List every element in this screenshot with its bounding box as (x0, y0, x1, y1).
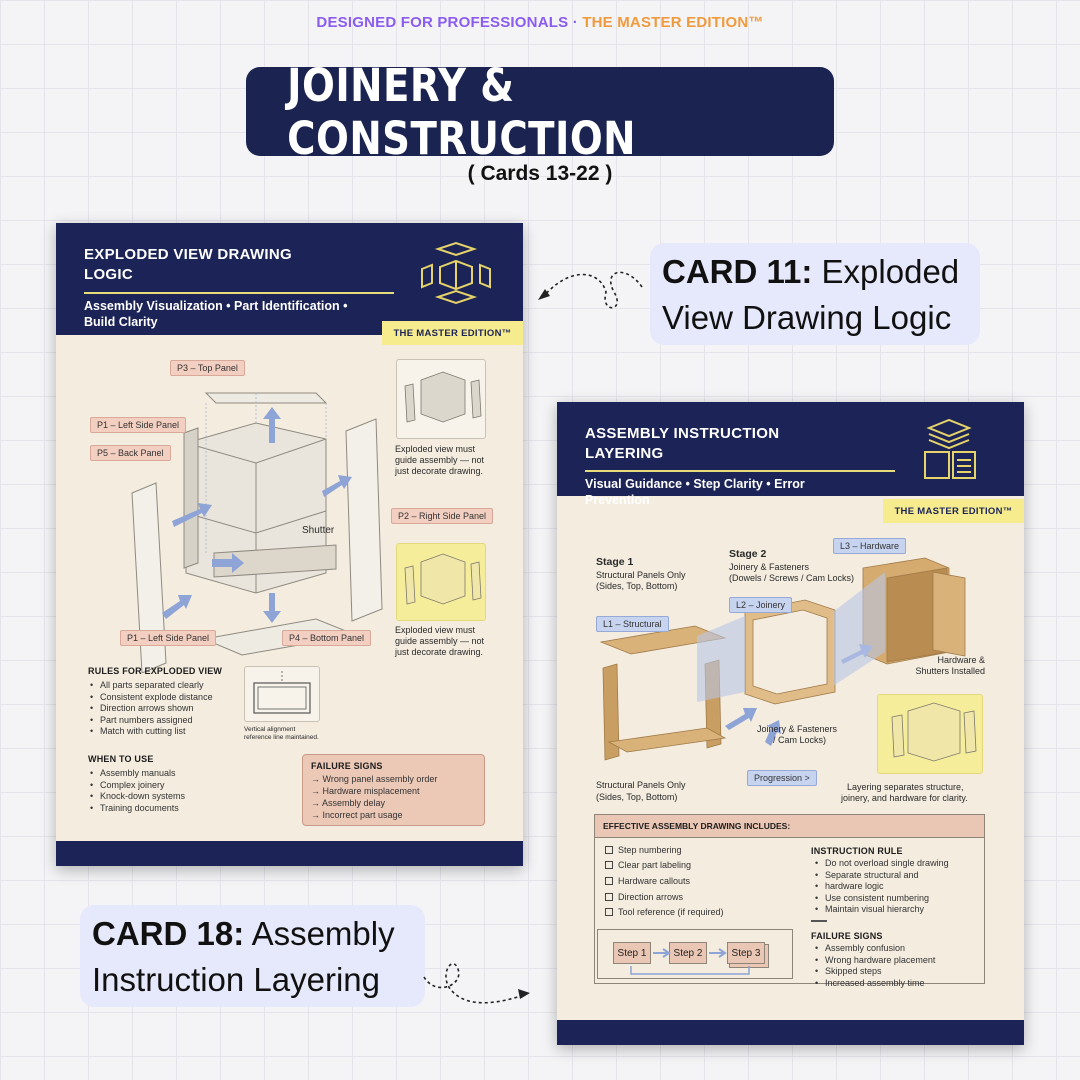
page-title: JOINERY & CONSTRUCTION (287, 58, 636, 165)
list-item: • Increased assembly time (815, 978, 935, 990)
list-item: • Consistent explode distance (90, 692, 213, 704)
label-top-panel: P3 – Top Panel (170, 360, 245, 376)
alignment-note-line-2: reference line maintained. (244, 734, 319, 741)
note-2-line-1: Exploded view must (395, 625, 476, 635)
card-2-edition-badge: THE MASTER EDITION™ (883, 499, 1024, 523)
callout-card-18-text: Assembly Instruction Layering (92, 915, 395, 998)
card-1-header (56, 223, 523, 335)
failure-item: → Hardware misplacement (311, 786, 420, 796)
note-1-line-2: guide assembly — not (395, 455, 485, 465)
exploded-thumbnail-1 (396, 359, 486, 439)
layering-note-line-1: Layering separates structure, (847, 782, 964, 792)
exploded-thumbnail-2 (396, 543, 486, 621)
card-2-subtitle-line-1: Visual Guidance • Step Clarity • Error (585, 477, 805, 491)
stage-1-line-1: Structural Panels Only (596, 570, 686, 580)
list-item: • Do not overload single drawing (815, 858, 949, 870)
callout-card-11 (650, 243, 980, 345)
list-item: • All parts separated clearly (90, 680, 213, 692)
stage-1-line-2: (Sides, Top, Bottom) (596, 581, 678, 591)
structural-note-line-2: (Sides, Top, Bottom) (596, 792, 678, 802)
step-3-box: Step 3 (727, 942, 765, 964)
card-2-divider (585, 470, 895, 472)
layering-note-line-2: joinery, and hardware for clarity. (841, 793, 968, 803)
divider (811, 920, 827, 922)
joinery-note-line-1: Joinery & Fasteners (757, 724, 838, 734)
failure-signs-title: FAILURE SIGNS (311, 761, 383, 771)
arrow-to-card-11 (530, 262, 650, 322)
effective-drawing-title: EFFECTIVE ASSEMBLY DRAWING INCLUDES: (594, 814, 985, 838)
callout-card-18 (80, 905, 425, 1007)
card-2-title-line-1: ASSEMBLY INSTRUCTION (585, 425, 780, 442)
list-item: • Skipped steps (815, 966, 935, 978)
list-item: • Match with cutting list (90, 726, 213, 738)
stage-1-title: Stage 1 (596, 556, 634, 568)
thumbnail-cabinet-layered-icon (878, 695, 982, 773)
instruction-rule-list (815, 858, 949, 916)
alignment-diagram (244, 666, 320, 722)
list-item: • Direction arrows shown (90, 703, 213, 715)
exploded-boxes-icon (418, 239, 494, 307)
step-1-box: Step 1 (613, 942, 651, 964)
failure-item: → Assembly delay (311, 798, 386, 808)
list-item: • Training documents (90, 803, 185, 815)
failure-item: → Wrong panel assembly order (311, 774, 438, 784)
progression-label: Progression > (747, 770, 817, 786)
stage-2-line-2: (Dowels / Screws / Cam Locks) (729, 573, 855, 583)
failure-signs-box (302, 754, 485, 826)
card-2-header (557, 402, 1024, 507)
label-bottom-panel: P4 – Bottom Panel (282, 630, 371, 646)
alignment-note-line-1: Vertical alignment (244, 726, 296, 733)
arrow-to-card-18 (420, 955, 540, 1017)
list-item: • Assembly confusion (815, 943, 935, 955)
failure-item: → Incorrect part usage (311, 810, 403, 820)
eyebrow-right: THE MASTER EDITION™ (582, 14, 764, 31)
callout-card-11-text: Exploded View Drawing Logic (662, 253, 960, 336)
checkbox-icon (605, 846, 613, 854)
layer-label-l2: L2 – Joinery (729, 597, 792, 613)
rules-list (90, 680, 213, 738)
list-item: • Maintain visual hierarchy (815, 904, 949, 916)
card-1-edition-badge: THE MASTER EDITION™ (382, 321, 523, 345)
when-to-use-list (90, 768, 185, 814)
step-2-box: Step 2 (669, 942, 707, 964)
card-1-title-line-1: EXPLODED VIEW DRAWING (84, 246, 292, 263)
card-1-subtitle-line-1: Assembly Visualization • Part Identification • (84, 299, 348, 313)
note-2-line-2: guide assembly — not (395, 636, 485, 646)
checkbox-icon (605, 893, 613, 901)
list-item: • Knock-down systems (90, 791, 185, 803)
list-item: • Assembly manuals (90, 768, 185, 780)
checklist-item: Hardware callouts (605, 876, 690, 886)
card-1-subtitle-line-2: Build Clarity (84, 315, 158, 329)
alignment-frame-icon (245, 667, 319, 721)
card-1-divider (84, 292, 394, 294)
eyebrow (0, 14, 1080, 31)
steps-arrows (613, 942, 789, 988)
card-2-subtitle-line-2: Prevention (585, 493, 650, 507)
card-assembly-instruction (557, 402, 1024, 1045)
stage-2-line-1: Joinery & Fasteners (729, 562, 810, 572)
label-right-side-panel: P2 – Right Side Panel (391, 508, 493, 524)
rules-title: RULES FOR EXPLODED VIEW (88, 666, 223, 676)
callout-card-11-number: CARD 11: (662, 253, 813, 290)
list-item-continuation: • hardware logic (815, 881, 949, 893)
list-item: • Use consistent numbering (815, 893, 949, 905)
card-2-failure-list (815, 943, 935, 989)
note-1-line-3: just decorate drawing. (395, 466, 484, 476)
checklist-item: Tool reference (if required) (605, 907, 724, 917)
structural-note-line-1: Structural Panels Only (596, 780, 686, 790)
card-1-title-line-2: LOGIC (84, 266, 133, 283)
checkbox-icon (605, 908, 613, 916)
note-2-line-3: just decorate drawing. (395, 647, 484, 657)
page-title-pill (246, 58, 834, 165)
eyebrow-separator: · (572, 14, 578, 31)
list-item: • Separate structural and (815, 870, 949, 882)
callout-card-18-number: CARD 18: (92, 915, 245, 952)
list-item: • Complex joinery (90, 780, 185, 792)
thumbnail-cabinet-icon (397, 360, 485, 438)
layering-thumbnail (877, 694, 983, 774)
card-1-footer (56, 841, 523, 866)
checkbox-icon (605, 861, 613, 869)
layered-sheets-icon (919, 416, 979, 484)
label-left-side-panel-top: P1 – Left Side Panel (90, 417, 186, 433)
label-shutter: Shutter (302, 525, 335, 536)
card-2-failure-title: FAILURE SIGNS (811, 931, 883, 941)
eyebrow-left: DESIGNED FOR PROFESSIONALS (316, 14, 569, 31)
layer-label-l3: L3 – Hardware (833, 538, 906, 554)
checklist-item: Clear part labeling (605, 860, 691, 870)
joinery-note-line-2: / Cam Locks) (773, 735, 827, 745)
card-2-title-line-2: LAYERING (585, 445, 664, 462)
page-subtitle: ( Cards 13-22 ) (467, 162, 613, 185)
checklist-item: Step numbering (605, 845, 682, 855)
checklist-item: Direction arrows (605, 892, 683, 902)
instruction-rule-title: INSTRUCTION RULE (811, 846, 903, 856)
label-left-side-panel-bottom: P1 – Left Side Panel (120, 630, 216, 646)
list-item: • Part numbers assigned (90, 715, 213, 727)
note-1-line-1: Exploded view must (395, 444, 476, 454)
thumbnail-cabinet-yellow-icon (397, 544, 485, 620)
list-item: • Wrong hardware placement (815, 955, 935, 967)
checkbox-icon (605, 877, 613, 885)
card-2-footer (557, 1020, 1024, 1045)
when-to-use-title: WHEN TO USE (88, 754, 154, 764)
layer-label-l1: L1 – Structural (596, 616, 669, 632)
stage-2-title: Stage 2 (729, 548, 767, 560)
hardware-note-line-2: Shutters Installed (915, 666, 985, 676)
card-exploded-view (56, 223, 523, 866)
hardware-note-line-1: Hardware & (937, 655, 985, 665)
label-back-panel: P5 – Back Panel (90, 445, 171, 461)
